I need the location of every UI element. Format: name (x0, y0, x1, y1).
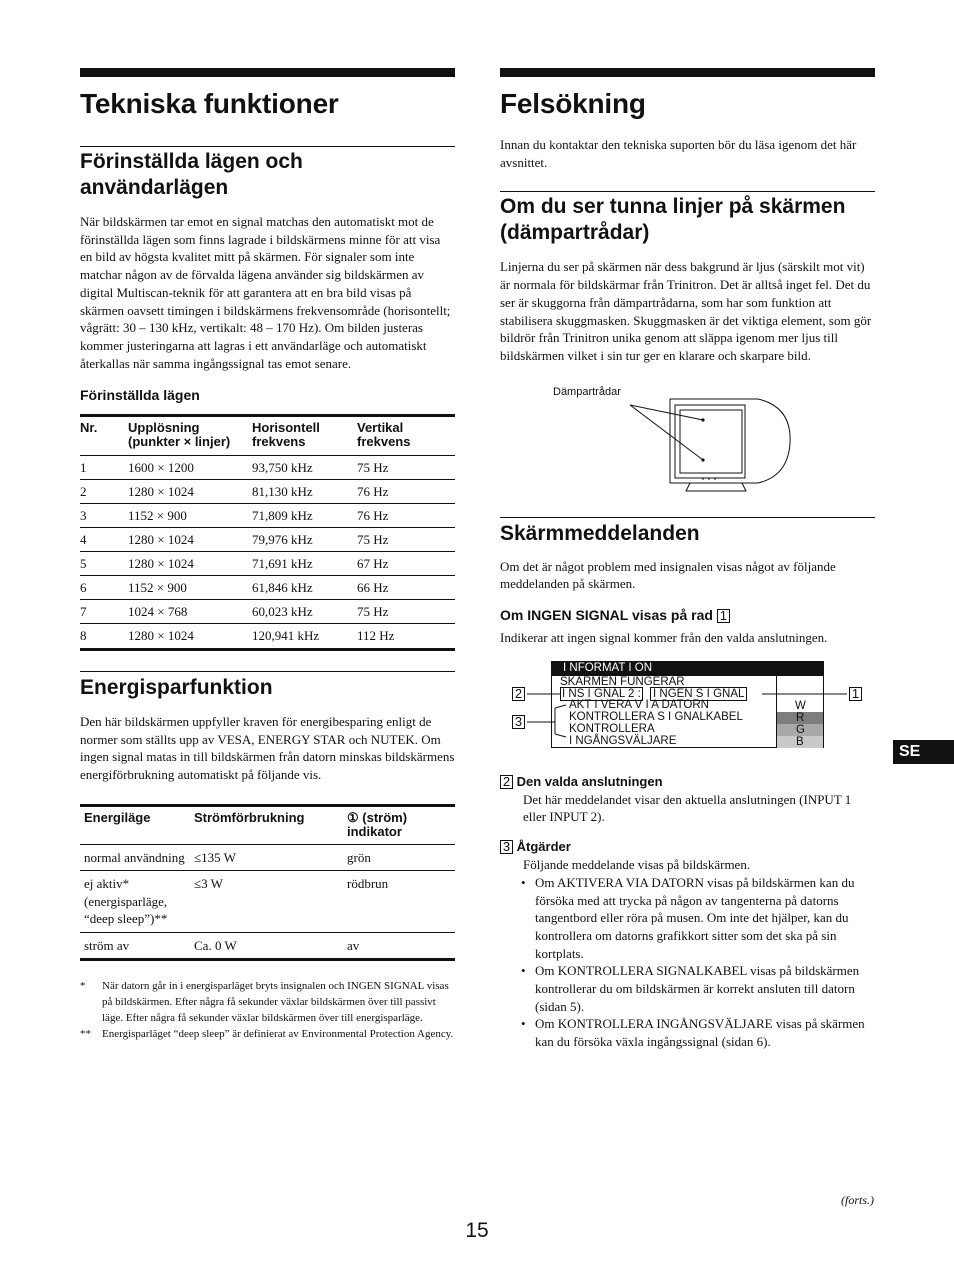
item-2 (500, 773, 875, 826)
cell-indicator: av (343, 932, 455, 958)
osd-no-signal: I NGEN S I GNAL (650, 687, 747, 701)
energy-table (80, 807, 455, 959)
section-rule (500, 517, 875, 518)
osd-color-label: B (796, 735, 804, 748)
right-column (500, 68, 875, 1051)
cell-horizontal: 71,691 kHz (252, 552, 357, 576)
item-2-body: Det här meddelandet visar den aktuella anslutningen (INPUT 1 eller INPUT 2). (523, 791, 852, 825)
footnote (80, 978, 455, 1026)
col-header-resolution: Upplösning (punkter × linjer) (128, 420, 231, 450)
section-heading-energy: Energisparfunktion (80, 675, 273, 699)
osd-line-4: KONTROLLERA S I GNALKABEL (569, 710, 743, 723)
cell-resolution: 1280 × 1024 (128, 624, 252, 648)
table-header-row (80, 417, 455, 456)
table-bottom-rule (80, 648, 455, 651)
cell-mode: ej aktiv* (energisparläge, “deep sleep”)** (80, 871, 190, 933)
osd-color-label: W (795, 699, 806, 712)
table-row (80, 504, 455, 528)
cell-nr: 7 (80, 600, 128, 624)
cell-consumption: ≤135 W (190, 844, 343, 871)
section-rule (500, 191, 875, 192)
language-tab: SE (893, 740, 954, 764)
cell-horizontal: 81,130 kHz (252, 480, 357, 504)
cell-vertical: 76 Hz (357, 504, 455, 528)
col-header-indicator: ① (ström) indikator (347, 809, 408, 839)
damper-paragraph: Linjerna du ser på skärmen när dess bakgrund är ljus (särskilt mot vit) är normala för bildskärmar från Trinitron. Det är alltså inget fel. Det du ser är skuggorna från dämpartrådarna, som har som funktion att stabilisera skuggmasken. Skuggmasken är det viktiga element, som gör bildrör från Trinitron unika genom att släppa igenom mer ljus till bildskärmen vilket i sin tur ger en klarare och skarpare bild. (500, 259, 872, 363)
footnotes (80, 978, 455, 1042)
item-2-heading (500, 773, 875, 791)
footnote-text: Energisparläget “deep sleep” är definierat av Environmental Protection Agency. (102, 1028, 454, 1041)
osd-diagram (500, 661, 875, 769)
col-header-nr: Nr. (80, 420, 98, 436)
col-header-horizontal: Horisontell frekvens (252, 420, 320, 450)
item-3-body: Följande meddelande visas på bildskärmen. (523, 857, 751, 873)
item-3-title: Åtgärder (516, 839, 571, 855)
section-heading-presets: Förinställda lägen och användarlägen (80, 150, 303, 199)
cell-nr: 1 (80, 456, 128, 480)
col-header-consumption: Strömförbrukning (194, 809, 305, 825)
title-bar (500, 68, 875, 77)
cell-consumption: ≤3 W (190, 871, 343, 933)
cell-nr: 2 (80, 480, 128, 504)
presets-table (80, 417, 455, 648)
damper-label: Dämpartrådar (553, 385, 621, 398)
cell-horizontal: 79,976 kHz (252, 528, 357, 552)
table-row (80, 456, 455, 480)
table-header-row (80, 807, 455, 845)
cell-indicator: rödbrun (343, 871, 455, 933)
cell-horizontal: 61,846 kHz (252, 576, 357, 600)
osd-color-label: G (796, 723, 805, 736)
item-3 (500, 838, 875, 1051)
table-row (80, 552, 455, 576)
presets-subheading: Förinställda lägen (80, 387, 200, 404)
cell-resolution: 1280 × 1024 (128, 528, 252, 552)
footnote-mark: ** (80, 1028, 91, 1041)
cell-vertical: 76 Hz (357, 480, 455, 504)
footnote (80, 1026, 455, 1042)
section-rule (80, 146, 455, 147)
table-row (80, 600, 455, 624)
table-row (80, 844, 455, 871)
cell-vertical: 75 Hz (357, 456, 455, 480)
osd-line-1: SKÄRMEN FUNGERAR (560, 675, 685, 688)
nosignal-heading (500, 606, 875, 624)
cell-vertical: 67 Hz (357, 552, 455, 576)
cell-vertical: 75 Hz (357, 528, 455, 552)
page-title: Felsökning (500, 88, 646, 119)
callout-number: 1 (717, 609, 730, 623)
table-row (80, 624, 455, 648)
cell-vertical: 75 Hz (357, 600, 455, 624)
cell-mode: normal användning (80, 844, 190, 871)
list-item: • Om KONTROLLERA INGÅNGSVÄLJARE visas på skärmen kan du försöka växla ingångssignal (sidan 6). (521, 1015, 875, 1050)
cell-horizontal: 71,809 kHz (252, 504, 357, 528)
cell-nr: 4 (80, 528, 128, 552)
osd-line-5: KONTROLLERA (569, 722, 655, 735)
nosignal-paragraph: Indikerar att ingen signal kommer från den valda anslutningen. (500, 630, 828, 646)
table-row (80, 480, 455, 504)
table-row (80, 528, 455, 552)
cell-horizontal: 60,023 kHz (252, 600, 357, 624)
monitor-illustration (500, 373, 875, 498)
page-number: 15 (465, 1219, 489, 1242)
table-row (80, 932, 455, 958)
callout-3: 3 (512, 715, 525, 729)
osd-input-label: I NS I GNAL 2 : (562, 687, 641, 700)
section-heading-messages: Skärmmeddelanden (500, 521, 700, 545)
cell-nr: 3 (80, 504, 128, 528)
cell-resolution: 1600 × 1200 (128, 456, 252, 480)
table-bottom-rule (80, 958, 455, 961)
title-bar (80, 68, 455, 77)
cell-resolution: 1024 × 768 (128, 600, 252, 624)
cell-horizontal: 120,941 kHz (252, 624, 357, 648)
cell-horizontal: 93,750 kHz (252, 456, 357, 480)
callout-1: 1 (849, 687, 862, 701)
item-2-title: Den valda anslutningen (516, 773, 663, 789)
cell-vertical: 112 Hz (357, 624, 455, 648)
cell-resolution: 1152 × 900 (128, 576, 252, 600)
osd-line-6: I NGÅNGSVÄLJARE (569, 734, 677, 747)
cell-vertical: 66 Hz (357, 576, 455, 600)
osd-color-label: R (796, 711, 805, 724)
list-item: • Om AKTIVERA VIA DATORN visas på bildskärmen kan du försöka med att trycka på någon av tangenterna på datorns tangentbord eller röra på musen. Om inte det hjälper, kan du kontrollera om datorns grafikkort sitter som det ska på sin kortplats. (521, 874, 875, 963)
osd-title: I NFORMAT I ON (563, 661, 653, 674)
list-item: • Om KONTROLLERA SIGNALKABEL visas på bildskärmen kontrollerar du om bildskärmen är korrekt ansluten till datorn (sidan 5). (521, 962, 875, 1015)
section-heading-damper: Om du ser tunna linjer på skärmen (dämpartrådar) (500, 195, 846, 245)
table-row (80, 576, 455, 600)
col-header-mode: Energiläge (84, 809, 151, 825)
cell-resolution: 1280 × 1024 (128, 480, 252, 504)
footnote-mark: * (80, 980, 86, 993)
cell-resolution: 1280 × 1024 (128, 552, 252, 576)
cell-indicator: grön (343, 844, 455, 871)
cell-mode: ström av (80, 932, 190, 958)
cell-nr: 8 (80, 624, 128, 648)
table-row (80, 871, 455, 933)
section-rule (80, 671, 455, 672)
col-header-vertical: Vertikal frekvens (357, 420, 411, 450)
cell-consumption: Ca. 0 W (190, 932, 343, 958)
callout-number: 3 (500, 840, 513, 854)
energy-paragraph: Den här bildskärmen uppfyller kraven för energibesparing enligt de normer som ställts upp av VESA, ENERGY STAR och NUTEK. Om ingen signal matas in till bildskärmen från datorn minskas bildskärmens energiförbrukning automatiskt på följande vis. (80, 713, 455, 782)
callout-number: 2 (500, 775, 513, 789)
continued-note: (forts.) (841, 1193, 874, 1207)
intro-paragraph: Innan du kontaktar den tekniska suporten bör du läsa igenom det här avsnittet. (500, 137, 857, 170)
monitor-figure (500, 373, 875, 498)
page-title: Tekniska funktioner (80, 88, 339, 119)
item-3-heading (500, 838, 875, 856)
footnote-text: När datorn går in i energisparläget bryts insignalen och INGEN SIGNAL visas på bildskärmen. Efter några få sekunder växlar bildskärmen över till passivt läge. Efter några få sekunder växlar bildskärmen över till energisparläge. (102, 980, 449, 1025)
callout-2: 2 (512, 687, 525, 701)
cell-nr: 5 (80, 552, 128, 576)
osd-leader-lines (500, 661, 875, 769)
messages-paragraph: Om det är något problem med insignalen visas något av följande meddelanden på skärmen. (500, 558, 836, 592)
left-column (80, 68, 455, 1042)
cell-nr: 6 (80, 576, 128, 600)
cell-resolution: 1152 × 900 (128, 504, 252, 528)
actions-list (500, 874, 875, 1051)
presets-paragraph: När bildskärmen tar emot en signal matchas den automatiskt mot de förinställda lägen som finns lagrade i bildskärmens minne för att visa en bild av högsta kvalitet mitt på skärmen. För signaler som inte matchar någon av de förvalda lägena använder sig bildskärmen av digital Multiscan-teknik för att garantera att en bra bild visas på skärmen oavsett timingen i bildskärmens frekvensområde (horisontellt; vågrätt: 30 – 130 kHz, vertikalt: 48 – 170 Hz). Om bilden justeras kommer justeringarna att lagras i ett användarläge och automatiskt återkallas när samma ingångssignal tas emot senare. (80, 214, 451, 371)
osd-line-3: AKT I VERA V I A DATORN (569, 698, 709, 711)
nosignal-heading-text: Om INGEN SIGNAL visas på rad (500, 607, 713, 624)
